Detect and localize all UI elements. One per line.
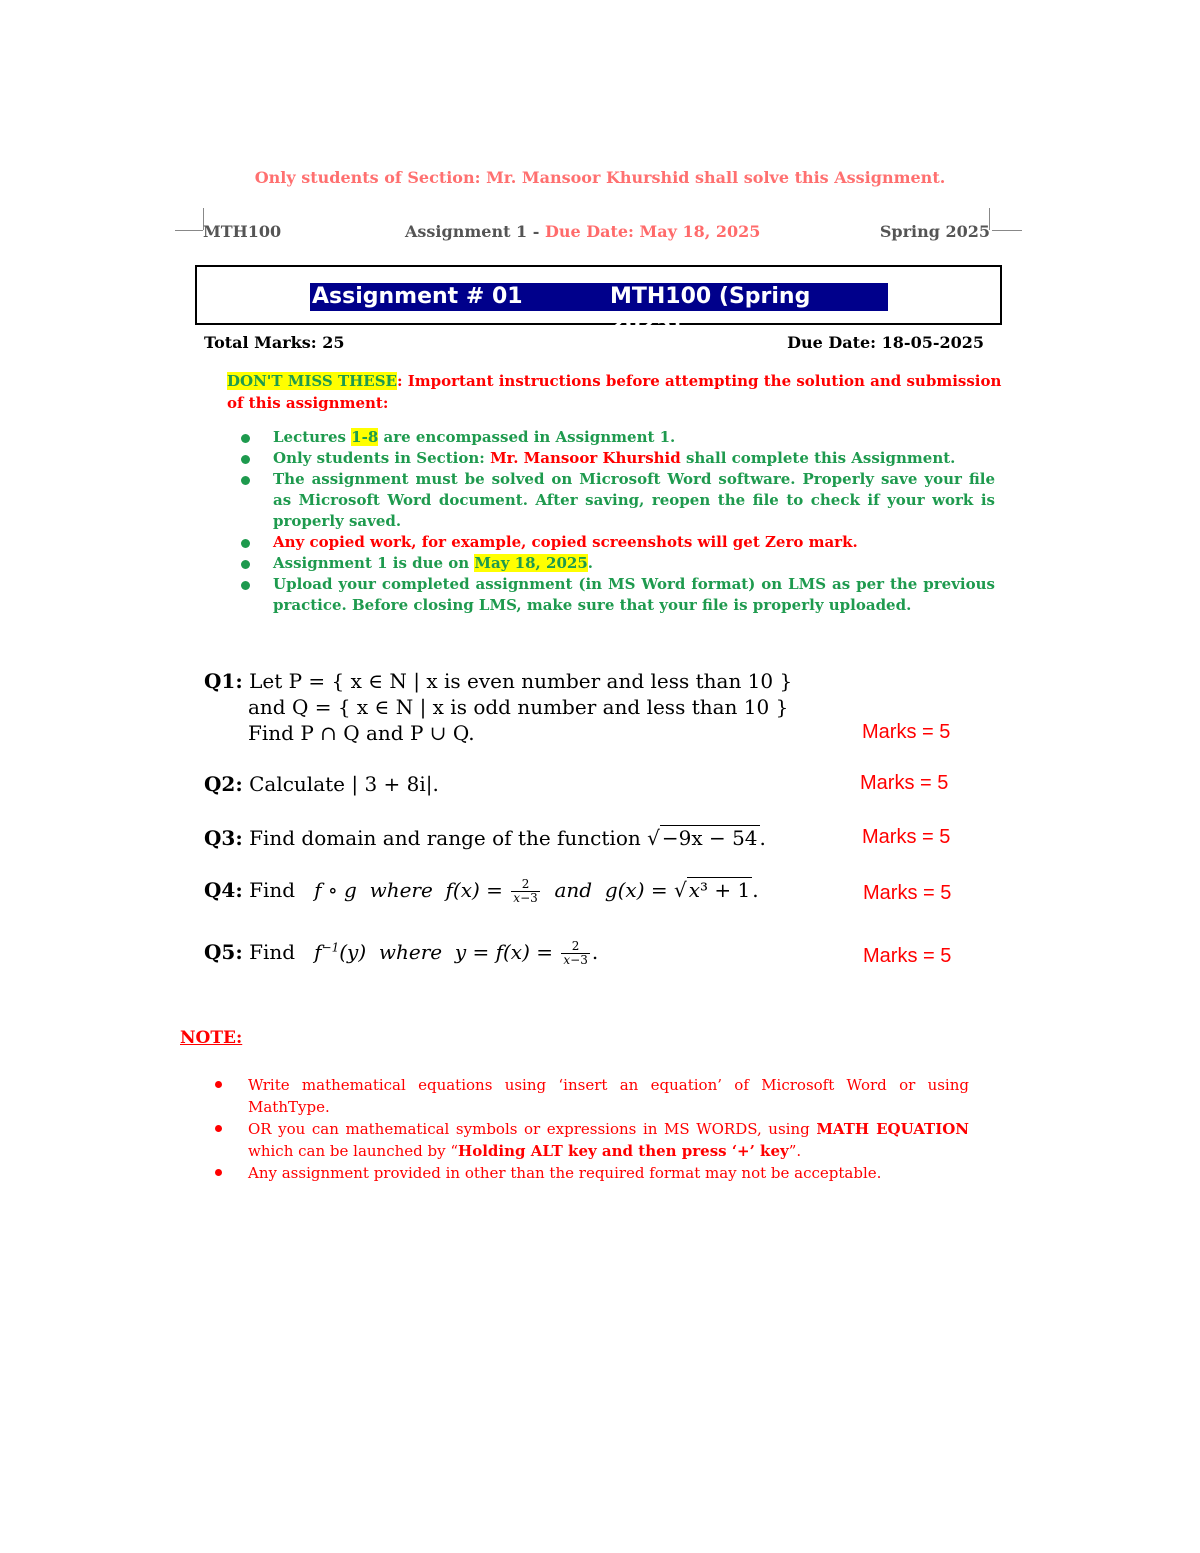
header-due-date: Due Date: May 18, 2025: [544, 222, 761, 241]
question-1: [204, 668, 792, 746]
list-item: [240, 553, 995, 574]
note-bold: MATH EQUATION: [816, 1120, 969, 1138]
math-expression: and g(x) =: [541, 878, 674, 902]
bullet-icon: [241, 434, 250, 443]
note-text: OR you can mathematical symbols or expressions in MS WORDS, using: [248, 1120, 817, 1138]
item-text: Lectures: [273, 428, 352, 446]
radicand: x³ + 1: [688, 878, 751, 902]
bullet-icon: [215, 1169, 222, 1176]
fraction: $\frac{2}{x-3}$: [563, 939, 588, 967]
math-expression: f ∘ g where f(x) =: [301, 878, 510, 902]
instructions-heading: [227, 370, 1002, 414]
instructions-list: [240, 427, 995, 616]
question-text: Find: [249, 940, 296, 964]
note-text: which can be launched by “: [248, 1142, 459, 1160]
list-item: [214, 1118, 969, 1162]
list-item: [240, 427, 995, 448]
marks-row: [204, 333, 984, 352]
item-highlight: 1-8: [351, 428, 379, 446]
note-text: ”.: [788, 1142, 802, 1160]
title-box: [195, 265, 1002, 337]
fraction: $\frac{2}{x-3}$: [513, 877, 538, 905]
note-text: Any assignment provided in other than the required format may not be acceptable.: [248, 1164, 882, 1182]
item-highlight: May 18, 2025: [474, 554, 588, 572]
note-text: Write mathematical equations using ‘insert an equation’ of Microsoft Word or using MathType.: [248, 1076, 969, 1116]
course-title: MTH100 (Spring 2025): [610, 284, 811, 337]
question-text: Let P = { x ∈ N | x is even number and less than 10 }: [249, 669, 793, 693]
item-text: are encompassed in Assignment 1.: [378, 428, 676, 446]
note-list: [214, 1074, 969, 1184]
item-text: Upload your completed assignment (in MS Word format) on LMS as per the previous practice. Before closing LMS, make sure that your file is properly uploaded.: [273, 575, 995, 614]
question-text: and Q = { x ∈ N | x is odd number and less than 10 }: [248, 695, 789, 719]
header-assignment: [405, 222, 760, 241]
bullet-icon: [215, 1081, 222, 1088]
instructions-label: DON'T MISS THESE: [227, 372, 397, 390]
list-item: [240, 469, 995, 532]
question-2-marks: Marks = 5: [860, 772, 949, 794]
note-label: NOTE:: [180, 1028, 243, 1048]
question-3-marks: Marks = 5: [862, 826, 951, 848]
page-header: [200, 222, 992, 244]
item-text: Any copied work, for example, copied screenshots will get Zero mark.: [273, 533, 858, 551]
question-label: Q3:: [204, 826, 243, 850]
corner-mark-left-h: [175, 230, 203, 231]
header-assignment-label: Assignment 1 -: [405, 222, 540, 241]
corner-mark-right-h: [992, 230, 1022, 231]
question-label: Q2:: [204, 772, 243, 796]
assignment-title: Assignment # 01: [312, 284, 523, 309]
item-text: The assignment must be solved on Microsoft Word software. Properly save your file as Microsoft Word document. After saving, reopen the file to check if your work is properly saved.: [273, 470, 995, 530]
title-bar: [310, 283, 888, 337]
bullet-icon: [241, 560, 250, 569]
instructions-text: : Important instructions before attempting the solution and submission of this assignment:: [227, 372, 1002, 412]
question-label: Q4:: [204, 878, 243, 902]
total-marks: Total Marks: 25: [204, 333, 345, 352]
list-item: [214, 1074, 969, 1118]
item-text: Only students in Section:: [273, 449, 491, 467]
bullet-icon: [215, 1125, 222, 1132]
question-text: Find P ∩ Q and P ∪ Q.: [248, 721, 475, 745]
bullet-icon: [241, 539, 250, 548]
item-text: shall complete this Assignment.: [680, 449, 956, 467]
list-item: [240, 532, 995, 553]
list-item: [240, 574, 995, 616]
question-label: Q1:: [204, 669, 243, 693]
list-item: [240, 448, 995, 469]
question-1-marks: Marks = 5: [862, 721, 951, 743]
question-text: Find: [249, 878, 296, 902]
header-course: MTH100: [203, 222, 282, 241]
bullet-icon: [241, 476, 250, 485]
item-instructor: Mr. Mansoor Khurshid: [490, 449, 681, 467]
due-date: Due Date: 18-05-2025: [787, 333, 984, 352]
question-4-marks: Marks = 5: [863, 882, 952, 904]
math-expression: $f^{-1}(y)$ where y = f(x) =: [301, 940, 560, 964]
item-text: Assignment 1 is due on: [273, 554, 475, 572]
list-item: [214, 1162, 969, 1184]
question-2: [204, 772, 439, 796]
question-4: Q4: Find f ∘ g where f(x) = $\frac{2}{x-3}$ and g(x) = √ x³ + 1 .: [204, 877, 759, 905]
question-5: Q5: Find $f^{-1}(y)$ where y = f(x) = $\frac{2}{x-3}$ .: [204, 939, 599, 967]
question-5-marks: Marks = 5: [863, 945, 952, 967]
question-text: Calculate | 3 + 8i|.: [249, 772, 439, 796]
bullet-icon: [241, 455, 250, 464]
question-label: Q5:: [204, 940, 243, 964]
question-text: Find domain and range of the function: [249, 826, 641, 850]
section-notice: Only students of Section: Mr. Mansoor Khurshid shall solve this Assignment.: [254, 168, 946, 187]
header-term: Spring 2025: [879, 222, 990, 241]
note-bold: Holding ALT key and then press ‘+’ key: [458, 1142, 789, 1160]
radicand: −9x − 54: [661, 826, 758, 850]
question-3: Q3: Find domain and range of the function √ −9x − 54 .: [204, 826, 766, 850]
bullet-icon: [241, 581, 250, 590]
item-text: .: [587, 554, 593, 572]
